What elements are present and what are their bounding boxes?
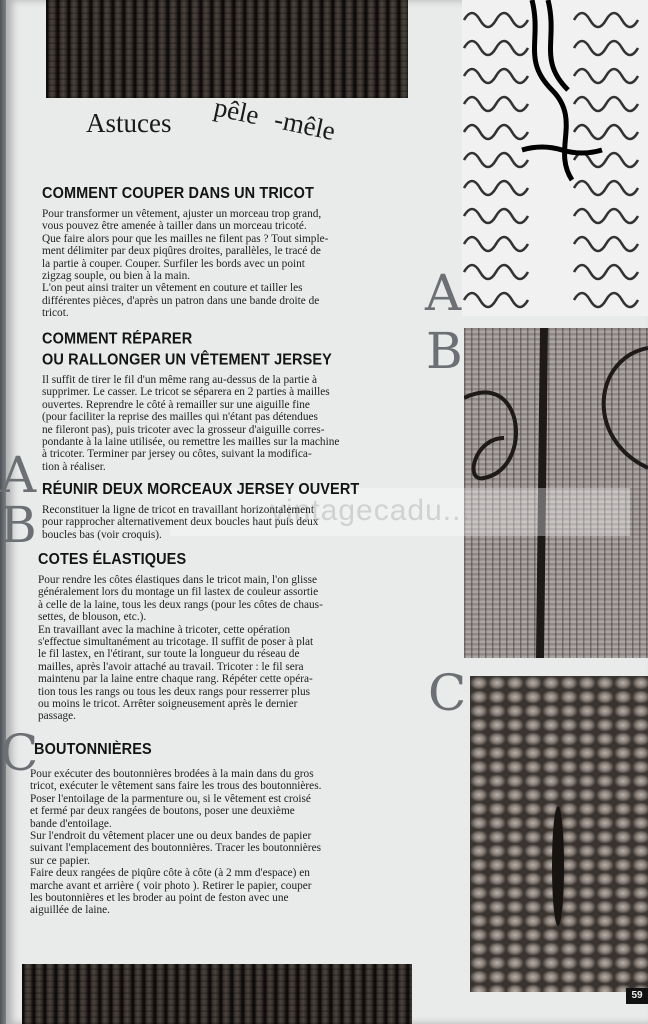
- paragraph-boutonnieres: [30, 768, 416, 917]
- marker-letter-a-right: A: [425, 264, 462, 322]
- text-line: supprimer. Le casser. Le tricot se séparera en 2 parties à mailles: [42, 386, 330, 399]
- marker-letter-a-left: A: [0, 446, 37, 504]
- heading-reparer-jersey: [42, 329, 332, 371]
- heading-line: BOUTONNIÈRES: [34, 741, 152, 759]
- text-line: marche avant et arrière ( voir photo ). Retirer le papier, couper: [30, 879, 312, 892]
- page-number: 59: [626, 988, 648, 1004]
- buttonhole-photo-c: [470, 676, 648, 992]
- title-word-mele: -mêle: [271, 103, 339, 147]
- paragraph-cotes-elastiques: [38, 574, 410, 723]
- heading-line: COMMENT COUPER DANS UN TRICOT: [42, 185, 314, 203]
- stitch-diagram-a: [462, 0, 648, 316]
- text-line: boucles bas (voir croquis).: [42, 528, 162, 541]
- text-line: settes, de blouson, etc.).: [38, 611, 147, 624]
- text-line: Pour rendre les côtes élastiques dans le tricot main, l'on glisse: [38, 574, 318, 586]
- text-line: pour rapprocher alternativement deux boucles haut puis deux: [42, 516, 319, 529]
- text-line: pondante à la laine utilisée, ou remettre les mailles sur la machine: [42, 436, 340, 449]
- watermark-text: vintagecadu...: [270, 494, 471, 527]
- text-line: le fil lastex, en l'étirant, sur toute la longueur du réseau de: [38, 648, 300, 661]
- text-line: ment délimiter par deux piqûres droites, parallèles, le tracé de: [42, 245, 321, 258]
- paragraph-reparer-jersey: [42, 374, 414, 473]
- heading-line: OU RALLONGER UN VÊTEMENT JERSEY: [42, 352, 332, 369]
- heading-reunir-jersey: [42, 482, 359, 499]
- text-line: Reconstituer la ligne de tricot en travaillant horizontalement: [42, 504, 314, 516]
- text-line: (pour faciliter la reprise des mailles qui n'étant pas détendues: [42, 411, 318, 424]
- stitch-loops-drawing: [462, 0, 648, 316]
- text-line: Sur l'endroit du vêtement placer une ou deux bandes de papier: [30, 830, 312, 843]
- text-line: ou moins le tricot. Arrêter soigneusement après le dernier: [38, 698, 298, 711]
- text-line: à tricoter. Terminer par jersey ou côtes, suivant la modifica-: [42, 448, 312, 461]
- text-line: généralement lors du montage un fil lastex de couleur assortie: [38, 586, 319, 599]
- bottom-rib-swatch-photo: [22, 964, 412, 1024]
- text-line: et fermé par deux rangées de boutons, poser une deuxième: [30, 805, 295, 818]
- heading-line: COMMENT RÉPARER: [42, 331, 193, 348]
- text-line: vous pouvez être amenée à tailler dans un morceau tricoté.: [42, 220, 307, 233]
- marker-letter-b-left: B: [0, 496, 37, 554]
- text-line: différentes pièces, d'après un patron dans une bande droite de: [42, 294, 320, 307]
- text-line: Que faire alors pour que les mailles ne filent pas ? Tout simple-: [42, 232, 329, 245]
- text-line: Faire deux rangées de piqûre côte à côte (à 2 mm d'espace) en: [30, 867, 310, 880]
- text-line: Pour exécuter des boutonnières brodées à la main dans du gros: [30, 768, 314, 780]
- heading-boutonnieres: [34, 742, 152, 759]
- text-line: Il suffit de tirer le fil d'un même rang au-dessus de la partie à: [42, 374, 318, 386]
- heading-line: RÉUNIR DEUX MORCEAUX JERSEY OUVERT: [42, 481, 360, 499]
- text-line: L'on peut ainsi traiter un vêtement en couture et tailler les: [42, 282, 303, 295]
- text-line: tion tous les rangs ou tous les deux rangs pour resserrer plus: [38, 685, 311, 698]
- text-line: ouvertes. Reprendre le côté à remailler sur une aiguille fine: [42, 398, 310, 411]
- text-line: les boutonnières et les broder au point de feston avec une: [30, 892, 289, 905]
- marker-letter-c-right: C: [428, 664, 467, 722]
- text-line: tion à réaliser.: [42, 460, 106, 473]
- heading-couper-tricot: [42, 186, 314, 203]
- text-line: Pour transformer un vêtement, ajuster un morceau trop grand,: [42, 208, 322, 220]
- heading-line: COTES ÉLASTIQUES: [38, 551, 187, 569]
- text-line: suivant l'emplacement des boutonnières. Tracer les boutonnières: [30, 842, 321, 855]
- text-line: tricot, exécuter le vêtement sans faire les trous des boutonnières.: [30, 780, 322, 793]
- title-word-astuces: Astuces: [86, 108, 172, 138]
- text-line: aiguillée de laine.: [30, 904, 110, 917]
- paragraph-couper-tricot: [42, 208, 414, 320]
- text-line: tricot.: [42, 307, 69, 320]
- title: [86, 91, 350, 147]
- text-line: la partie à couper. Couper. Surfiler les bords avec un point: [42, 257, 305, 270]
- top-rib-swatch-photo: [46, 0, 408, 98]
- text-line: maintenu par la laine entre chaque rang. Répéter cette opéra-: [38, 673, 313, 686]
- buttonhole-slit-drawing: [470, 676, 648, 992]
- text-line: bande d'entoilage.: [30, 817, 112, 830]
- text-line: mailles, après l'avoir attaché au travail. Tricoter : le fil sera: [38, 660, 304, 673]
- text-line: ne fileront pas), puis tricoter avec la grosseur d'aiguille corres-: [42, 423, 325, 436]
- text-line: sur ce papier.: [30, 854, 90, 867]
- text-line: Poser l'entoilage de la parmenture ou, si le vêtement est croisé: [30, 792, 311, 805]
- text-line: passage.: [38, 710, 76, 723]
- text-line: En travaillant avec la machine à tricoter, cette opération: [38, 623, 291, 636]
- text-line: à celle de la laine, tous les deux rangs (pour les côtes de chaus-: [38, 598, 323, 611]
- text-line: zigzag souple, ou bien à la main.: [42, 270, 191, 283]
- heading-cotes-elastiques: [38, 552, 186, 569]
- title-word-pele: pêle: [211, 91, 262, 131]
- marker-letter-c-left: C: [0, 724, 39, 782]
- text-line: s'effectue simultanément au tricotage. Il suffit de poser à plat: [38, 636, 314, 649]
- paragraph-reunir-jersey: [42, 504, 414, 541]
- marker-letter-b-right: B: [426, 322, 463, 380]
